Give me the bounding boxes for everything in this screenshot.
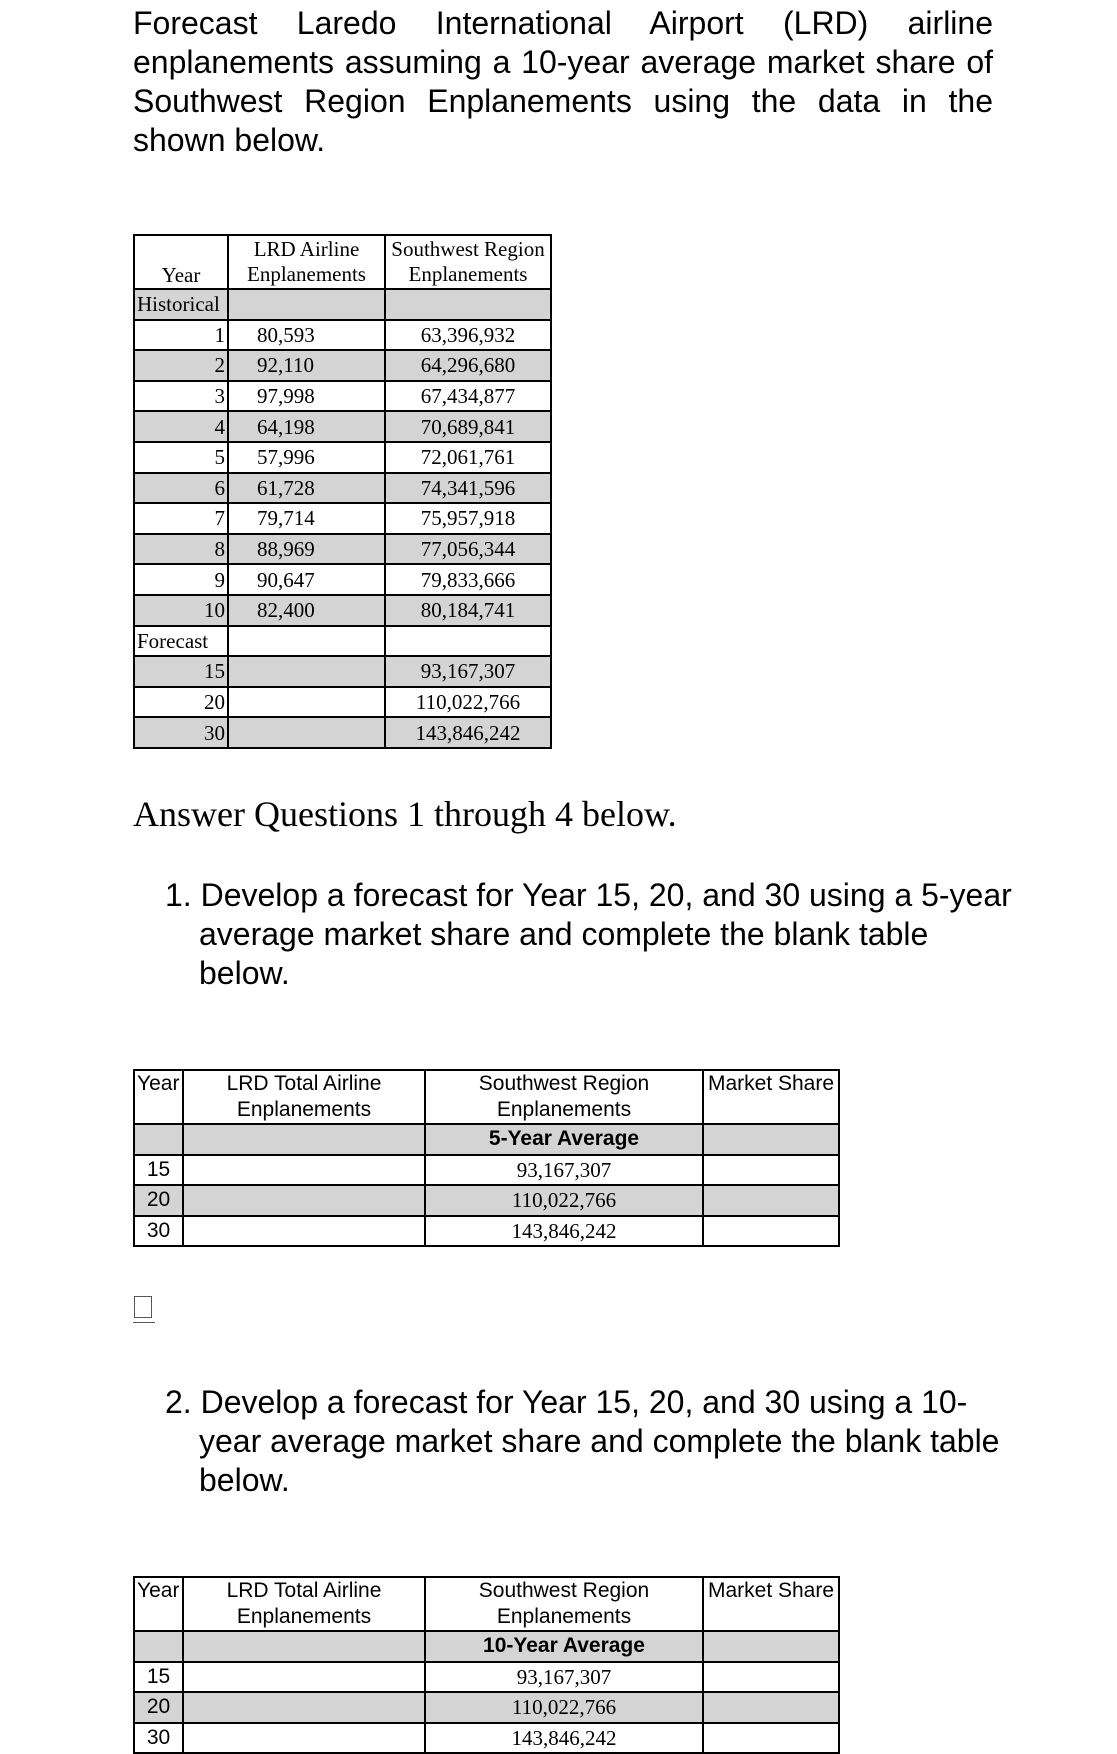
header-southwest-enplanements: Southwest Region Enplanements — [425, 1577, 703, 1631]
header-lrd-total: LRD Total Airline Enplanements — [183, 1577, 425, 1631]
year-cell: 30 — [134, 1216, 183, 1247]
lrd-input-cell[interactable] — [183, 1216, 425, 1247]
table-row — [134, 656, 551, 687]
market-share-input-cell[interactable] — [703, 1723, 839, 1754]
header-lrd-total: LRD Total Airline Enplanements — [183, 1070, 425, 1124]
sw-cell: 110,022,766 — [425, 1692, 703, 1723]
lrd-cell: 90,647 — [228, 564, 385, 595]
table-row — [134, 1155, 839, 1186]
lrd-cell-empty — [228, 656, 385, 687]
year-cell: 9 — [134, 564, 228, 595]
sw-cell: 63,396,932 — [385, 320, 551, 351]
section-label-forecast: Forecast — [134, 626, 228, 657]
sw-cell: 72,061,761 — [385, 442, 551, 473]
header-market-share: Market Share — [703, 1070, 839, 1124]
year-cell: 7 — [134, 503, 228, 534]
table-row — [134, 1662, 839, 1693]
sw-cell: 75,957,918 — [385, 503, 551, 534]
lrd-input-cell[interactable] — [183, 1185, 425, 1216]
table-row — [134, 1216, 839, 1247]
question-2: 2. Develop a forecast for Year 15, 20, and 30 using a 10-year average market share and complete the blank table below. — [165, 1384, 1000, 1498]
subheader-5-year-average: 5-Year Average — [425, 1124, 703, 1155]
sw-cell: 80,184,741 — [385, 595, 551, 626]
year-cell: 8 — [134, 534, 228, 565]
market-share-input-cell[interactable] — [703, 1185, 839, 1216]
sw-cell: 110,022,766 — [425, 1185, 703, 1216]
year-cell: 2 — [134, 350, 228, 381]
subheader-row — [134, 1631, 839, 1662]
section-row-forecast — [134, 626, 551, 657]
lrd-cell: 80,593 — [228, 320, 385, 351]
table-row — [134, 473, 551, 504]
year-cell: 15 — [134, 656, 228, 687]
table-row — [134, 320, 551, 351]
table-row — [134, 717, 551, 748]
header-southwest-enplanements: Southwest Region Enplanements — [385, 235, 551, 289]
sw-cell: 93,167,307 — [425, 1155, 703, 1186]
lrd-cell: 79,714 — [228, 503, 385, 534]
section-label-historical: Historical — [134, 289, 228, 320]
year-cell: 5 — [134, 442, 228, 473]
year-cell: 30 — [134, 1723, 183, 1754]
lrd-cell: 64,198 — [228, 411, 385, 442]
year-cell: 6 — [134, 473, 228, 504]
table-row — [134, 687, 551, 718]
question-1: 1. Develop a forecast for Year 15, 20, and 30 using a 5-year average market share and complete the blank table below. — [165, 877, 1012, 991]
year-cell: 20 — [134, 1185, 183, 1216]
sw-cell: 79,833,666 — [385, 564, 551, 595]
table-header-row — [134, 1577, 839, 1631]
ten-year-forecast-table — [133, 1576, 840, 1754]
year-cell: 4 — [134, 411, 228, 442]
header-market-share: Market Share — [703, 1577, 839, 1631]
lrd-cell: 57,996 — [228, 442, 385, 473]
lrd-cell-empty — [228, 717, 385, 748]
table-row — [134, 503, 551, 534]
lrd-cell: 61,728 — [228, 473, 385, 504]
table-row — [134, 411, 551, 442]
sw-cell: 143,846,242 — [425, 1723, 703, 1754]
table-row — [134, 595, 551, 626]
lrd-cell: 82,400 — [228, 595, 385, 626]
table-row — [134, 1185, 839, 1216]
market-share-input-cell[interactable] — [703, 1216, 839, 1247]
year-cell: 10 — [134, 595, 228, 626]
lrd-cell: 92,110 — [228, 350, 385, 381]
year-cell: 15 — [134, 1155, 183, 1186]
table-header-row — [134, 235, 551, 289]
subheader-row — [134, 1124, 839, 1155]
header-year: Year — [134, 1070, 183, 1124]
header-southwest-enplanements: Southwest Region Enplanements — [425, 1070, 703, 1124]
lrd-cell: 97,998 — [228, 381, 385, 412]
table-row — [134, 534, 551, 565]
year-cell: 20 — [134, 1692, 183, 1723]
market-share-input-cell[interactable] — [703, 1692, 839, 1723]
market-share-input-cell[interactable] — [703, 1155, 839, 1186]
sw-cell: 143,846,242 — [385, 717, 551, 748]
lrd-input-cell[interactable] — [183, 1155, 425, 1186]
lrd-input-cell[interactable] — [183, 1662, 425, 1693]
header-lrd-enplanements: LRD Airline Enplanements — [228, 235, 385, 289]
year-cell: 30 — [134, 717, 228, 748]
table-row — [134, 442, 551, 473]
sw-cell: 70,689,841 — [385, 411, 551, 442]
table-row — [134, 381, 551, 412]
intro-paragraph: Forecast Laredo International Airport (LRD) airline enplanements assuming a 10-year average market share of Southwest Region Enplanements using the data in the shown below. — [133, 5, 993, 158]
year-cell: 20 — [134, 687, 228, 718]
market-share-input-cell[interactable] — [703, 1662, 839, 1693]
header-year: Year — [134, 235, 228, 289]
sw-cell: 110,022,766 — [385, 687, 551, 718]
checkbox-icon[interactable] — [134, 1296, 152, 1318]
lrd-cell-empty — [228, 687, 385, 718]
historical-data-table — [133, 234, 552, 749]
section-row-historical — [134, 289, 551, 320]
sw-cell: 77,056,344 — [385, 534, 551, 565]
table-row — [134, 350, 551, 381]
header-year: Year — [134, 1577, 183, 1631]
five-year-forecast-table — [133, 1069, 840, 1247]
sw-cell: 64,296,680 — [385, 350, 551, 381]
table-row — [134, 564, 551, 595]
lrd-input-cell[interactable] — [183, 1692, 425, 1723]
sw-cell: 93,167,307 — [385, 656, 551, 687]
subheader-10-year-average: 10-Year Average — [425, 1631, 703, 1662]
lrd-input-cell[interactable] — [183, 1723, 425, 1754]
table-row — [134, 1723, 839, 1754]
lrd-cell: 88,969 — [228, 534, 385, 565]
year-cell: 15 — [134, 1662, 183, 1693]
table-header-row — [134, 1070, 839, 1124]
year-cell: 1 — [134, 320, 228, 351]
sw-cell: 143,846,242 — [425, 1216, 703, 1247]
sw-cell: 67,434,877 — [385, 381, 551, 412]
answer-prompt: Answer Questions 1 through 4 below. — [133, 794, 677, 834]
table-row — [134, 1692, 839, 1723]
year-cell: 3 — [134, 381, 228, 412]
sw-cell: 74,341,596 — [385, 473, 551, 504]
sw-cell: 93,167,307 — [425, 1662, 703, 1693]
